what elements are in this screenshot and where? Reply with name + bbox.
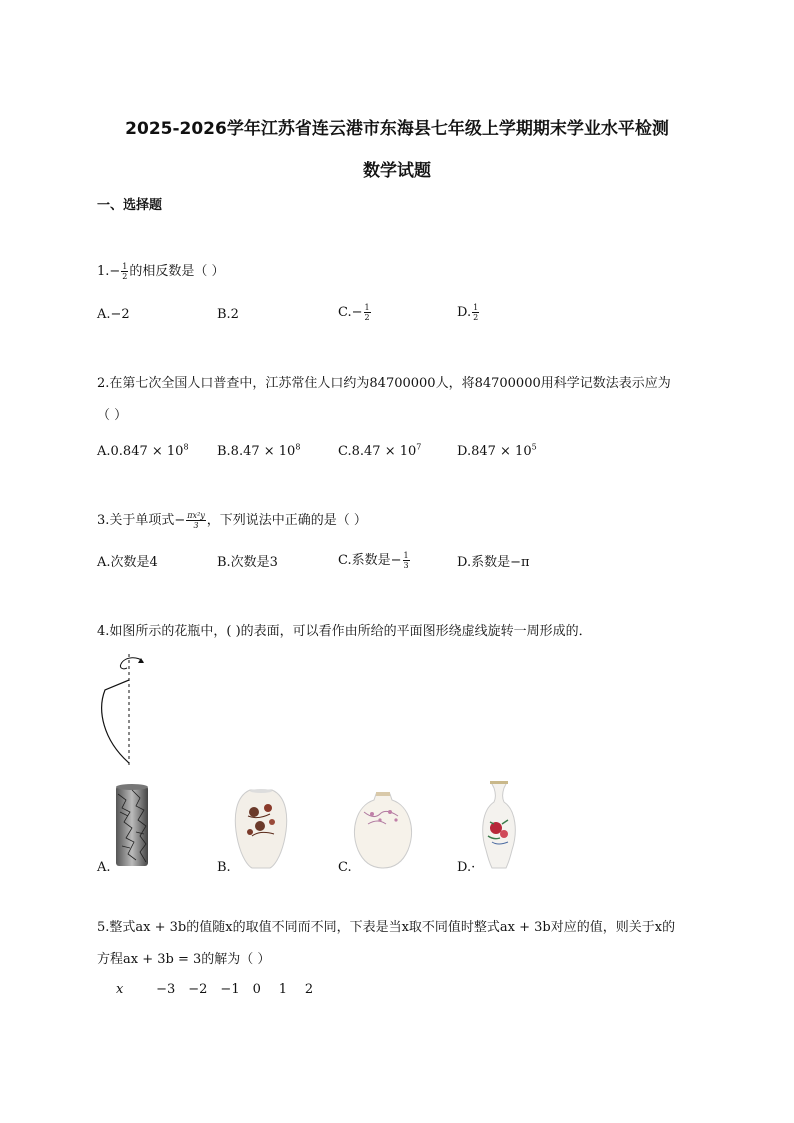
q1-frac-den: 2 bbox=[122, 272, 128, 281]
q3-option-d: D.系数是−π bbox=[457, 555, 530, 570]
q4-option-a: A. bbox=[97, 860, 111, 875]
q1-d-den: 2 bbox=[473, 313, 479, 322]
q3-prefix: 3.关于单项式− bbox=[97, 513, 186, 528]
q3-c-prefix: C.系数是− bbox=[338, 553, 402, 568]
q1-d-fraction bbox=[472, 303, 479, 322]
page-subtitle: 数学试题 bbox=[363, 161, 431, 181]
rotation-figure bbox=[95, 650, 155, 770]
q4-option-d: D.· bbox=[457, 860, 476, 875]
q2-b-exp: 8 bbox=[295, 442, 301, 452]
question-2-line1: 2.在第七次全国人口普查中，江苏常住人口约为84700000人，将84700000用科学记数法表示应为 bbox=[97, 376, 671, 391]
q1-option-d bbox=[457, 303, 480, 323]
table-cell: −1 bbox=[220, 982, 240, 997]
q2-c-exp: 7 bbox=[416, 442, 422, 452]
q1-c-den: 2 bbox=[364, 313, 370, 322]
q4-option-c: C. bbox=[338, 860, 352, 875]
q3-fraction bbox=[186, 511, 206, 530]
q1-suffix: 的相反数是（ ） bbox=[129, 264, 225, 279]
q3-frac-den: 3 bbox=[193, 521, 199, 530]
q2-c-base: C.8.47 × 10 bbox=[338, 444, 417, 459]
vase-d-tall bbox=[478, 780, 520, 870]
question-3 bbox=[97, 511, 367, 531]
q1-d-prefix: D. bbox=[457, 305, 472, 320]
vase-a-cylinder bbox=[112, 782, 152, 870]
q2-option-b bbox=[217, 442, 300, 462]
q2-option-d bbox=[457, 442, 537, 462]
q4-option-b: B. bbox=[217, 860, 231, 875]
question-1 bbox=[97, 262, 225, 282]
q2-a-exp: 8 bbox=[183, 442, 189, 452]
q1-c-fraction bbox=[364, 303, 371, 322]
q1-c-num: 1 bbox=[364, 303, 370, 312]
profile-curve bbox=[102, 680, 129, 763]
q2-b-base: B.8.47 × 10 bbox=[217, 444, 296, 459]
q1-option-a: A.−2 bbox=[97, 307, 130, 322]
q1-fraction bbox=[121, 262, 128, 281]
q3-option-b: B.次数是3 bbox=[217, 555, 278, 570]
q2-d-exp: 5 bbox=[531, 442, 537, 452]
question-5-line1: 5.整式ax + 3b的值随x的取值不同而不同，下表是当x取不同值时整式ax + 3b对应的值，则关于x的 bbox=[97, 920, 676, 935]
q2-d-base: D.847 × 10 bbox=[457, 444, 532, 459]
table-cell: 2 bbox=[304, 982, 314, 997]
q5-table-header bbox=[116, 980, 327, 1000]
q1-prefix: 1.− bbox=[97, 264, 121, 279]
q2-option-c bbox=[338, 442, 421, 462]
section-heading: 一、选择题 bbox=[97, 198, 163, 213]
q1-option-c bbox=[338, 303, 372, 323]
q1-frac-num: 1 bbox=[122, 262, 128, 271]
q3-suffix: ，下列说法中正确的是（ ） bbox=[206, 513, 367, 528]
page-title: 2025-2026学年江苏省连云港市东海县七年级上学期期末学业水平检测 bbox=[125, 119, 669, 139]
q3-c-fraction bbox=[403, 551, 410, 570]
question-5-line2: 方程ax + 3b = 3的解为（ ） bbox=[97, 952, 271, 967]
table-cell: 0 bbox=[252, 982, 261, 997]
q1-option-b: B.2 bbox=[217, 307, 239, 322]
rotation-arrow-tail bbox=[120, 664, 127, 669]
q2-option-a bbox=[97, 442, 189, 462]
q3-option-c bbox=[338, 551, 411, 571]
table-cell: −3 bbox=[156, 982, 176, 997]
q1-d-num: 1 bbox=[473, 303, 479, 312]
vase-b-jar bbox=[230, 786, 292, 870]
q2-a-base: A.0.847 × 10 bbox=[97, 444, 184, 459]
q3-c-num: 1 bbox=[403, 551, 409, 560]
table-cell: −2 bbox=[188, 982, 208, 997]
question-2-line2: （ ） bbox=[97, 408, 128, 423]
question-4: 4.如图所示的花瓶中，( )的表面，可以看作由所给的平面图形绕虚线旋转一周形成的． bbox=[97, 624, 592, 639]
q3-frac-num: πx²y bbox=[187, 511, 205, 520]
table-cell: x bbox=[116, 982, 124, 997]
q3-option-a: A.次数是4 bbox=[97, 555, 158, 570]
vase-c-round bbox=[350, 790, 416, 870]
q3-c-den: 3 bbox=[403, 561, 409, 570]
table-cell: 1 bbox=[278, 982, 287, 997]
q1-c-prefix: C.− bbox=[338, 305, 363, 320]
